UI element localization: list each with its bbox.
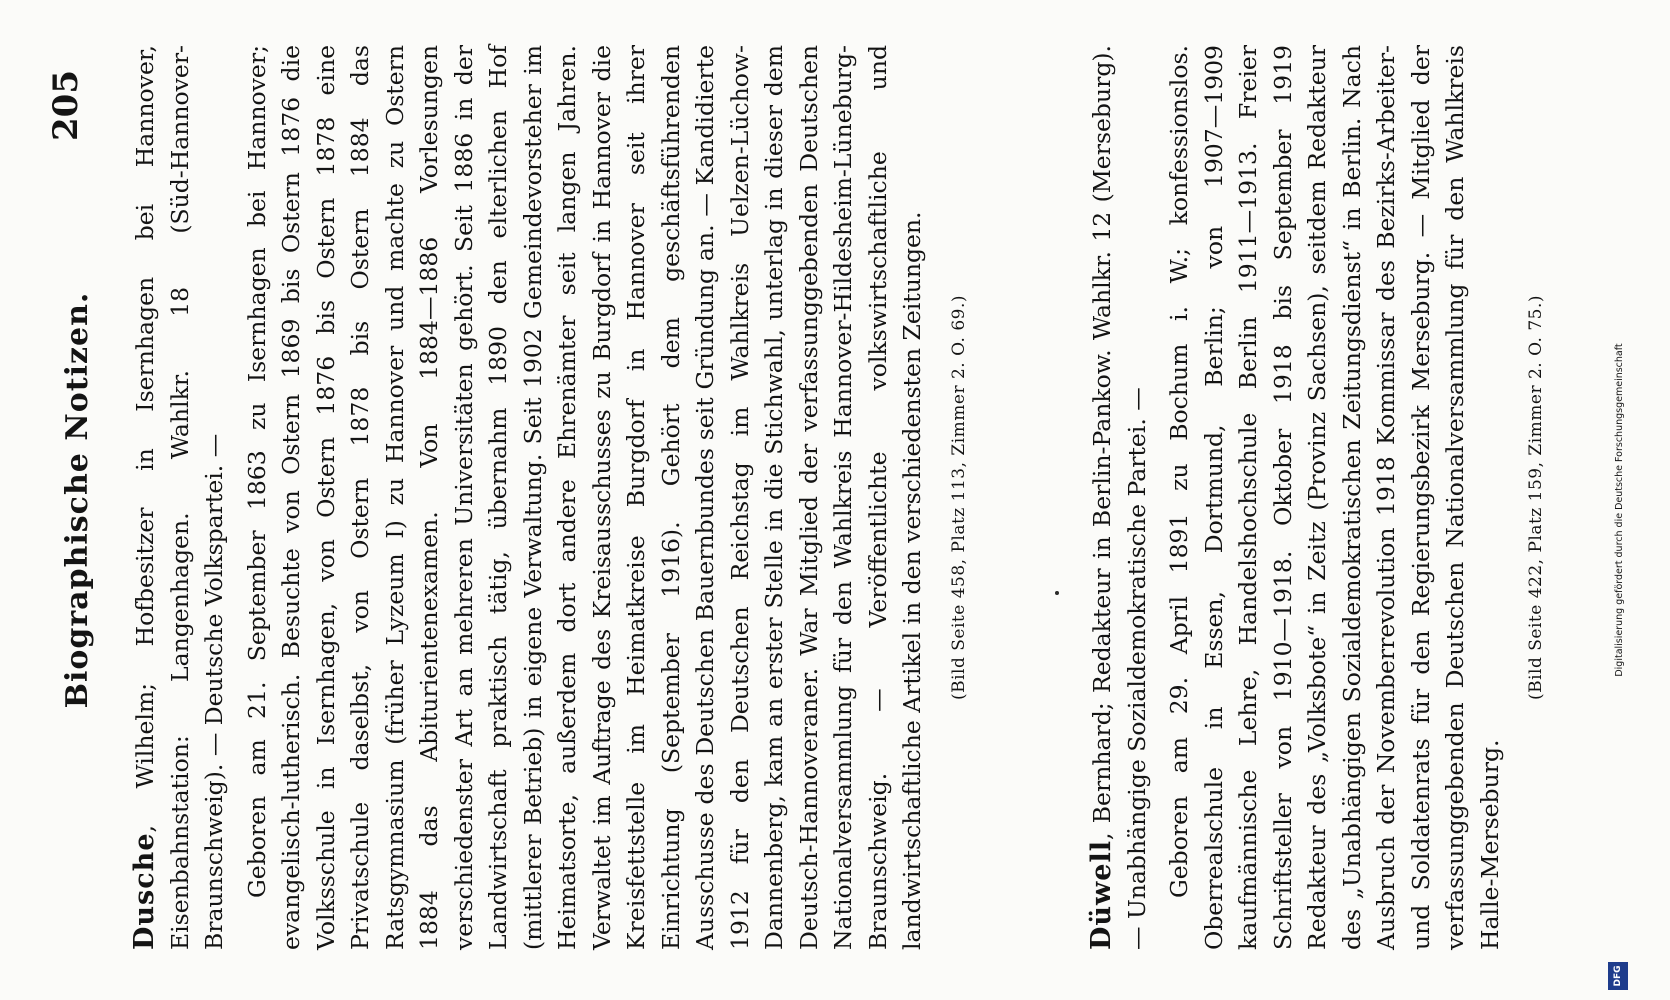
entry-intro (128, 45, 232, 950)
entry-photo-caption: (Bild Seite 422, Platz 159, Zimmer 2. O. 75.) (1526, 294, 1546, 701)
funding-note-text: Digitalisierung gefördert durch die Deutsche Forschungsgemeinschaft (1614, 343, 1625, 677)
biography-entry-dusche (128, 45, 976, 950)
entry-intro-text: , Wilhelm; Hofbesitzer in Isernhagen bei Hannover, Eisenbahnstation: Langenhagen. Wahlkr. 18 (Süd-Hannover-Braunschweig). — Deutsche Volkspartei. — (131, 45, 228, 950)
page-header (30, 0, 100, 1000)
entry-intro (1085, 45, 1154, 950)
entry-photo-caption: (Bild Seite 458, Platz 113, Zimmer 2. O. 69.) (948, 294, 969, 701)
page-number: 205 (46, 70, 86, 141)
entry-biography-text: Geboren am 21. September 1863 zu Isernhagen bei Hannover; evangelisch-lutherisch. Besuchte von Ostern 1869 bis Ostern 1876 die Volksschule in Isernhagen, von Ostern 1876 bis Ostern 1878 eine Privatschule daselbst, von Ostern 1878 bis Ostern 1884 das Ratsgymnasium (früher Lyzeum I) zu Hannover und machte zu Ostern 1884 das Abiturientenexamen. Von 1884—1886 Vorlesungen verschiedenster Art an mehreren Universitäten gehört. Seit 1886 in der Landwirtschaft praktisch tätig, übernahm 1890 den elterlichen Hof (mittlerer Betrieb) in eigene Verwaltung. Seit 1902 Gemeindevorsteher im Heimatsorte, außerdem dort andere Ehrenämter seit langen Jahren. Verwaltet im Auftrage des Kreisausschusses zu Burgdorf in Hannover die Kreisfettstelle im Heimatkreise Burgdorf in Hannover seit ihrer Einrichtung (September 1916). Gehört dem geschäftsführenden Ausschusse des Deutschen Bauernbundes seit Gründung an. — Kandidierte 1912 für den Deutschen Reichstag im Wahlkreis Uelzen-Lüchow-Dannenberg, kam an erster Stelle in die Stichwahl, unterlag in dieser dem Deutsch-Hannoveraner. War Mitglied der verfassunggebenden Deutschen Nationalversammlung für den Wahlkreis Hannover-Hildesheim-Lüneburg-Braunschweig. — Veröffentlichte volkswirtschaftliche und landwirtschaftliche Artikel in den verschiedensten Zeitungen. (242, 45, 926, 950)
dfg-logo: DFG (1608, 962, 1628, 990)
scan-speck (1055, 591, 1059, 595)
entry-surname: Dusche (129, 832, 160, 950)
entry-surname: Düwell (1086, 840, 1117, 950)
funding-note (1560, 10, 1660, 990)
page-title: Biographische Notizen. (60, 291, 95, 709)
entry-intro-text: , Bernhard; Redakteur in Berlin-Pankow. Wahlkr. 12 (Merseburg). — Unabhängige Sozialdemokratische Partei. — (1088, 45, 1151, 950)
biography-entry-duewell (1085, 45, 1554, 950)
entry-biography-text: Geboren am 29. April 1891 zu Bochum i. W.; konfessionslos. Oberrealschule in Essen, Dortmund, Berlin; von 1907—1909 kaufmännische Lehre, Handelshochschule Berlin 1911—1913. Freier Schriftsteller von 1910—1918. Oktober 1918 bis September 1919 Redakteur des „Volksbote“ in Zeitz (Provinz Sachsen), seitdem Redakteur des „Unabhängigen Sozialdemokratischen Zeitungsdienst“ in Berlin. Nach Ausbruch der Novemberrevolution 1918 Kommissar des Bezirks-Arbeiter- und Soldatenrats für den Regierungsbezirk Merseburg. — Mitglied der verfassunggebenden Deutschen Nationalversammlung für den Wahlkreis Halle-Merseburg. (1165, 45, 1504, 950)
